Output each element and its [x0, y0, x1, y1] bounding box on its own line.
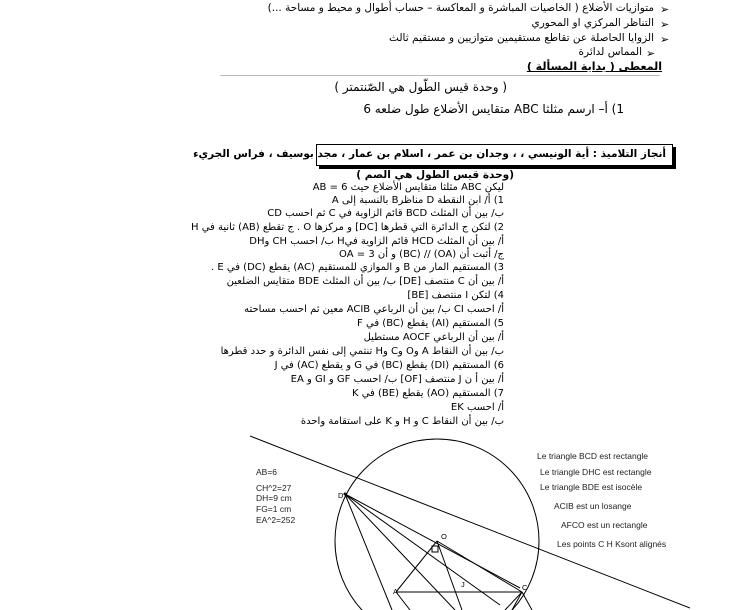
segment-a-low: [396, 592, 410, 610]
header-rule: [220, 75, 660, 76]
segment-c-low3: [522, 592, 532, 610]
point-label-a: A: [393, 587, 399, 596]
measure-ea2: EA^2=252: [256, 515, 296, 525]
point-label-c: C: [522, 583, 528, 592]
exercise-line: أ/ احسب EK: [450, 402, 504, 413]
students-banner: [193, 144, 673, 166]
exercise-line: 4) لتكن I منتصف [BE]: [407, 290, 504, 301]
measure-ch2: CH^2=27: [256, 483, 292, 493]
problem-first-line: 1) أ– ارسم مثلثا ABC متقايس الأضلاع طول ضلعه 6: [363, 102, 624, 116]
exercise-line: ب/ بين أن النقاط C و H و K على استقامة واحدة: [300, 416, 504, 427]
exercise-line: أ/ بين أن C منتصف [DE] ب/ بين أن المثلث BDE متقايس الضلعين: [226, 276, 504, 287]
students-banner-text: أنجاز التلاميذ : أية الونيسي ، ، وجدان بن عمر ، اسلام بن عمار ، مجد بوسيف ، فراس الجريء: [193, 148, 666, 160]
measure-dh: DH=9 cm: [256, 493, 292, 503]
unit-note-2: (وحدة قيس الطول هي الصم ): [356, 169, 514, 181]
observation-line: Les points C H Ksont alignés: [557, 539, 667, 549]
point-label-o: O: [441, 532, 447, 541]
exercise-line: 2) لتكن ج الدائرة التي قطرها [DC] و مركزها O . ج تقطع (AB) ثانية في H: [190, 222, 504, 233]
exercise-line: 1) أ/ ابن النقطة D مناظرB بالنسبة إلى A: [331, 195, 504, 206]
point-label-d: D: [338, 491, 344, 500]
exercise-line: 3) المستقيم المار من B و الموازي للمستقيم (AC) يقطع (DC) في E .: [211, 262, 504, 273]
observation-line: Le triangle BDE est isocèle: [540, 482, 643, 492]
measure-fg: FG=1 cm: [256, 504, 292, 514]
exercise-line: ب/ بين أن النقاط A وO وC وH تنتمي إلى نفس الدائرة و حدد قطرها: [220, 346, 504, 357]
exercise-line: ج/ أثبت أن (OA) // (BC) و أن OA = 3: [339, 249, 504, 260]
exercise-line: ليكن ABC مثلثا متقايس الأضلاع حيث AB = 6: [312, 182, 504, 193]
exercise-line: 6) المستقيم (DI) يقطع (BC) في G و يقطع (AC) في J: [274, 360, 504, 371]
exercise-line: أ/ بين أ ن J منتصف [OF] ب/ احسب GF و GI و EA: [290, 374, 504, 385]
exercise-line: أ/ بين أن الرباعي AOCF مستطيل: [363, 332, 504, 343]
right-angle-mark: [432, 546, 438, 552]
segment-d-j: [345, 494, 500, 605]
point-d-dot: [344, 493, 347, 496]
bullet-arrow-icon: ➢: [660, 33, 670, 46]
point-label-j: J: [461, 580, 465, 589]
topic-line-3: الزوايا الحاصلة عن تقاطع مستقيمين متوازيين و مستقيم ثالث: [389, 32, 654, 44]
exercise-line: 5) المستقيم (AI) يقطع (BC) في F: [357, 318, 504, 329]
given-heading: المعطى ( بداية المسألة ): [526, 60, 662, 73]
measure-ab: AB=6: [256, 467, 278, 477]
observation-line: Le triangle DHC est rectangle: [540, 467, 652, 477]
bullet-arrow-icon: ➢: [660, 18, 670, 31]
observation-line: ACIB est un losange: [554, 501, 632, 511]
exercise-line: 7) المستقيم (AO) يقطع (BE) في K: [351, 388, 504, 399]
segment-dc: [345, 494, 520, 588]
bullet-arrow-icon: ➢: [646, 47, 656, 60]
bullet-arrow-icon: ➢: [660, 3, 670, 16]
topic-line-4: المماس لدائرة: [578, 46, 642, 58]
exercise-line: أ/ بين أن المثلث HCD قائم الزاوية فيH ب/ احسب CH وDH: [249, 236, 504, 247]
observation-line: Le triangle BCD est rectangle: [537, 451, 649, 461]
unit-note: ( وحدة قيس الطّول هي الصّنتمتر ): [334, 80, 507, 94]
exercise-line: أ/ احسب CI ب/ بين أن الرباعي ACIB معين ثم احسب مساحته: [244, 304, 504, 315]
segment-o-c: [437, 541, 522, 592]
observation-line: AFCO est un rectangle: [561, 520, 648, 530]
topic-line-1: متوازيات الأضلاع ( الخاصيات المباشرة و المعاكسة – حساب أطوال و محيط و مساحة ...): [267, 2, 654, 14]
topic-line-2: التناظر المركزي او المحوري: [531, 17, 654, 29]
exercise-line: ب/ بين أن المثلث BCD قائم الزاوية في C ثم احسب CD: [267, 208, 504, 219]
